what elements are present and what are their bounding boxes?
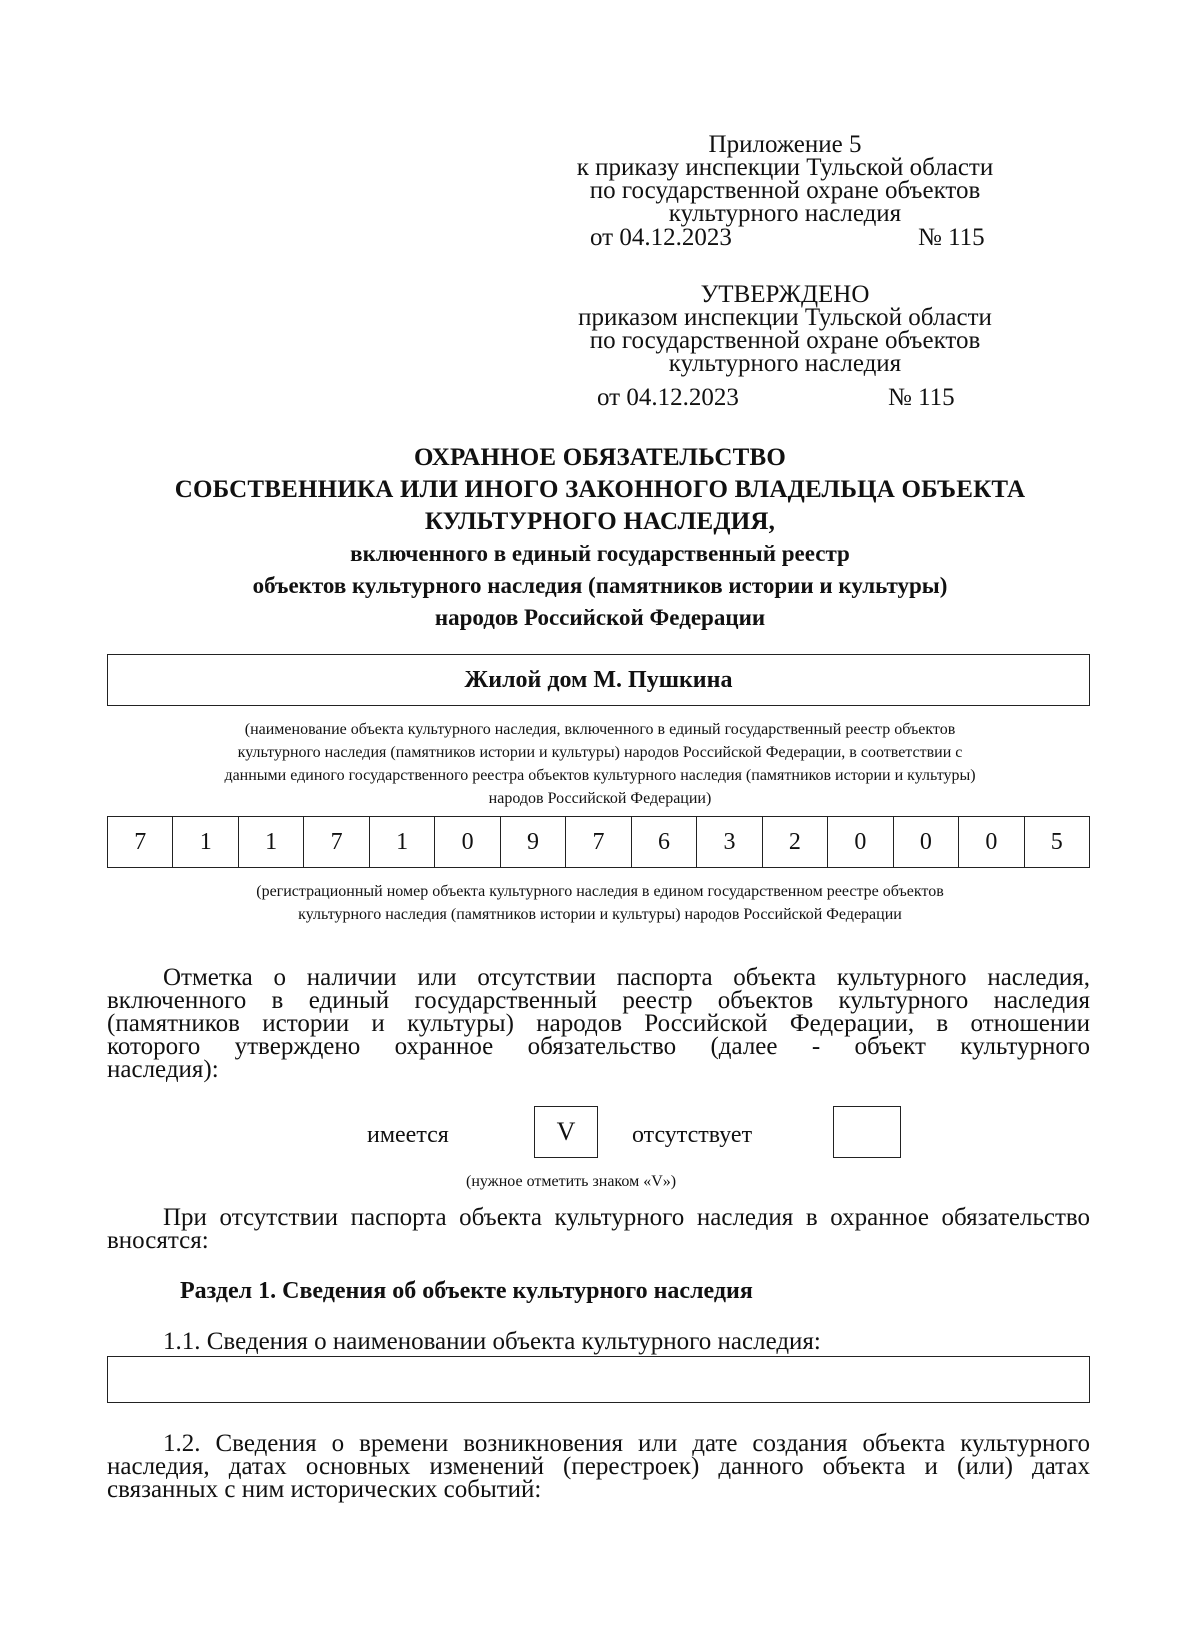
reg-digit: 0 — [828, 817, 893, 867]
reg-digit: 0 — [894, 817, 959, 867]
appendix-order-ref: к приказу инспекции Тульской области — [576, 154, 994, 181]
reg-digit: 9 — [501, 817, 566, 867]
item-1-1-field[interactable] — [107, 1356, 1090, 1403]
reg-digit: 7 — [304, 817, 369, 867]
reg-digit: 1 — [173, 817, 238, 867]
caption-line: данными единого государственного реестра объектов культурного наследия (памятников истории и культуры) — [224, 767, 976, 784]
paragraph-line: Отметка о наличии или отсутствии паспорта объекта культурного наследия, — [163, 964, 1090, 991]
appendix-order-ref-2: по государственной охране объектов — [589, 177, 981, 204]
appendix-number: Приложение 5 — [708, 131, 862, 158]
title-line-2: СОБСТВЕННИКА ИЛИ ИНОГО ЗАКОННОГО ВЛАДЕЛЬЦА ОБЪЕКТА — [174, 476, 1026, 503]
approved-line-2: по государственной охране объектов — [589, 327, 981, 354]
title-line-6: народов Российской Федерации — [434, 605, 766, 630]
caption-line: (наименование объекта культурного наследия, включенного в единый государственный реестр объектов — [244, 721, 956, 738]
passport-absent-label: отсутствует — [632, 1122, 753, 1148]
caption-line: (регистрационный номер объекта культурного наследия в едином государственном реестре объектов — [256, 883, 944, 900]
reg-digit: 0 — [959, 817, 1024, 867]
passport-absent-checkbox[interactable] — [833, 1106, 901, 1158]
title-line-1: ОХРАННОЕ ОБЯЗАТЕЛЬСТВО — [414, 444, 786, 471]
section-1-heading: Раздел 1. Сведения об объекте культурного наследия — [180, 1278, 753, 1304]
reg-digit: 7 — [566, 817, 631, 867]
paragraph-line: связанных с ним исторических событий: — [107, 1476, 542, 1503]
approved-line-3: культурного наследия — [668, 350, 902, 377]
paragraph-line: (памятников истории и культуры) народов Российской Федерации, в отношении — [107, 1010, 1090, 1037]
approved-date: от 04.12.2023 — [597, 384, 739, 411]
document-title — [100, 442, 1100, 634]
passport-has-mark: V — [556, 1117, 576, 1146]
paragraph-line: которого утверждено охранное обязательство (далее - объект культурного — [107, 1033, 1090, 1060]
passport-has-checkbox[interactable] — [534, 1106, 598, 1158]
paragraph-line: включенного в единый государственный реестр объектов культурного наследия — [107, 987, 1090, 1014]
item-1-1-label: 1.1. Сведения о наименовании объекта культурного наследия: — [163, 1328, 821, 1355]
registration-number-grid — [107, 816, 1090, 868]
caption-line: народов Российской Федерации) — [488, 790, 712, 807]
reg-digit: 7 — [108, 817, 173, 867]
paragraph-line: наследия, датах основных изменений (перестроек) данного объекта и (или) датах — [107, 1453, 1090, 1480]
appendix-date: от 04.12.2023 — [590, 224, 732, 251]
appendix-block — [540, 133, 1030, 225]
object-name-box — [107, 654, 1090, 706]
passport-has-label: имеется — [367, 1122, 449, 1148]
caption-line: культурного наследия (памятников истории и культуры) народов Российской Федерации, в соответствии с — [237, 744, 963, 761]
paragraph-line: При отсутствии паспорта объекта культурного наследия в охранное обязательство — [163, 1204, 1090, 1231]
object-name-value: Жилой дом М. Пушкина — [464, 666, 733, 693]
paragraph-line: вносятся: — [107, 1227, 209, 1254]
title-line-5: объектов культурного наследия (памятников истории и культуры) — [252, 573, 948, 598]
reg-digit: 3 — [697, 817, 762, 867]
approved-order-number: № 115 — [888, 384, 955, 411]
caption-line: культурного наследия (памятников истории и культуры) народов Российской Федерации — [298, 906, 902, 923]
passport-hint: (нужное отметить знаком «V») — [466, 1173, 677, 1190]
reg-digit: 5 — [1050, 828, 1063, 855]
reg-digit: 1 — [239, 817, 304, 867]
appendix-order-number: № 115 — [918, 224, 985, 251]
title-line-3: КУЛЬТУРНОГО НАСЛЕДИЯ, — [424, 508, 776, 535]
item-1-2 — [107, 1432, 1090, 1501]
title-line-4: включенного в единый государственный реестр — [350, 541, 850, 566]
registration-caption — [100, 880, 1100, 926]
reg-digit: 0 — [435, 817, 500, 867]
approved-line-1: приказом инспекции Тульской области — [578, 304, 992, 331]
reg-digit: 6 — [632, 817, 697, 867]
approved-label: УТВЕРЖДЕНО — [700, 281, 870, 308]
appendix-order-ref-3: культурного наследия — [668, 200, 902, 227]
reg-digit: 1 — [370, 817, 435, 867]
approved-block — [540, 283, 1030, 375]
absence-note — [107, 1206, 1090, 1252]
reg-digit: 2 — [763, 817, 828, 867]
paragraph-line: наследия): — [107, 1056, 219, 1083]
object-name-caption — [100, 718, 1100, 810]
paragraph-line: 1.2. Сведения о времени возникновения или дате создания объекта культурного — [163, 1430, 1090, 1457]
passport-paragraph — [107, 966, 1090, 1081]
